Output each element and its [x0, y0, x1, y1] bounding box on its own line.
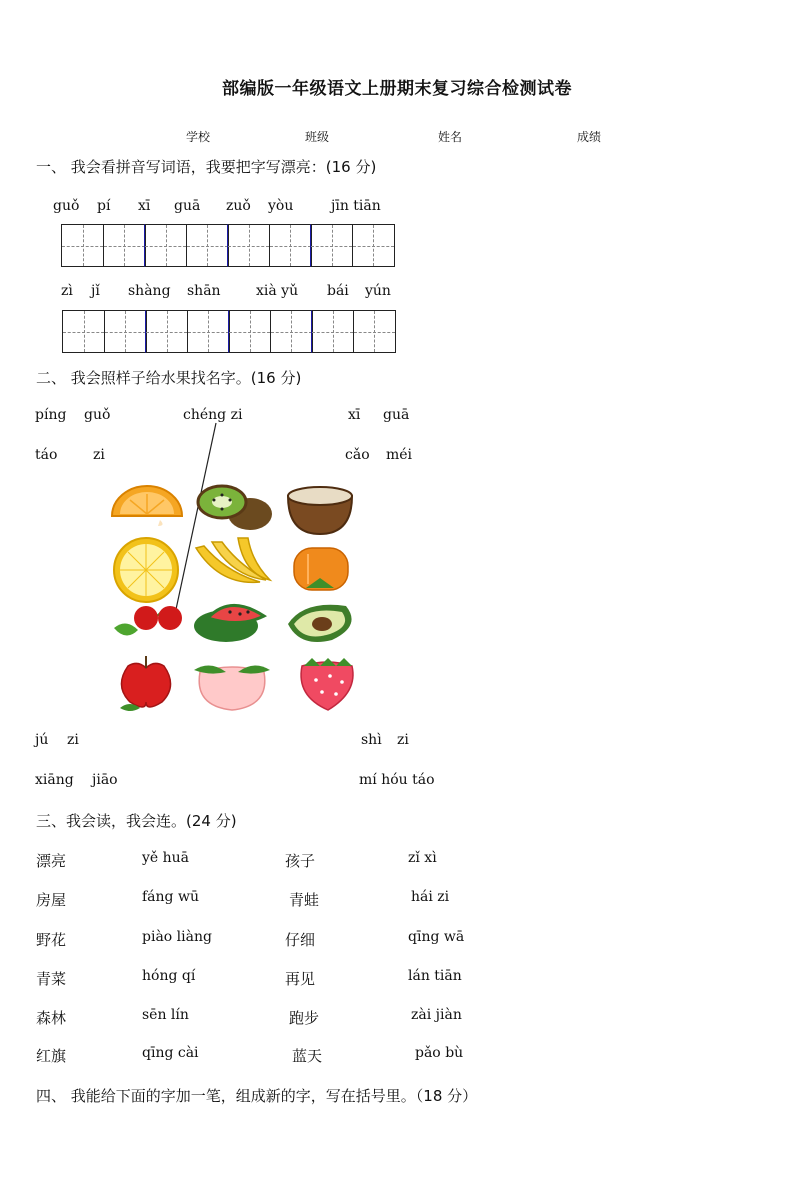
pinyin: shàng: [128, 283, 171, 299]
section4-heading: 四、 我能给下面的字加一笔，组成新的字，写在括号里。（18 分）: [36, 1087, 478, 1105]
word-hanzi: 仔细: [285, 931, 316, 949]
pinyin: cǎo: [345, 447, 370, 463]
banana-icon: [196, 538, 270, 582]
word-pinyin: pǎo bù: [415, 1045, 464, 1061]
pinyin: píng: [35, 407, 67, 423]
pinyin: guā: [383, 407, 410, 423]
word-hanzi: 青菜: [36, 970, 67, 988]
kiwi-icon: [198, 486, 272, 530]
pinyin: jú: [35, 732, 49, 748]
word-hanzi: 漂亮: [36, 852, 67, 870]
pinyin: guā: [174, 198, 201, 214]
word-pinyin: piào liàng: [142, 929, 212, 945]
pinyin: méi: [386, 447, 413, 463]
avocado-icon: [288, 605, 352, 642]
class-label: 班级: [305, 130, 330, 144]
section2-heading: 二、 我会照样子给水果找名字。(16 分): [36, 369, 302, 387]
word-pinyin: sēn lín: [142, 1007, 189, 1023]
pinyin: jiāo: [92, 772, 118, 788]
pinyin: xiāng: [35, 772, 74, 788]
word-hanzi: 青蛙: [289, 891, 320, 909]
section3-heading: 三、我会读，我会连。(24 分): [36, 812, 237, 830]
pinyin: pí: [97, 198, 111, 214]
pinyin: chéng zi: [183, 407, 243, 423]
word-pinyin: yě huā: [142, 850, 190, 866]
word-hanzi: 孩子: [285, 852, 316, 870]
page-title: 部编版一年级语文上册期末复习综合检测试卷: [222, 79, 572, 99]
pinyin: xī: [138, 198, 151, 214]
pinyin: bái: [327, 283, 349, 299]
word-hanzi: 房屋: [36, 891, 67, 909]
word-pinyin: zǐ xì: [408, 850, 437, 866]
word-hanzi: 红旗: [36, 1047, 67, 1065]
word-pinyin: qīng cài: [142, 1045, 199, 1061]
pinyin: zi: [93, 447, 105, 463]
pinyin: mí hóu táo: [359, 772, 435, 788]
pinyin: zuǒ: [226, 198, 251, 214]
persimmon-icon: [294, 548, 348, 590]
coconut-icon: [288, 487, 352, 534]
word-hanzi: 再见: [285, 970, 316, 988]
fruit-illustrations: [100, 476, 370, 716]
word-hanzi: 跑步: [289, 1009, 320, 1027]
section1-heading: 一、 我会看拼音写词语，我要把字写漂亮：(16 分): [36, 158, 377, 176]
pinyin: táo: [35, 447, 58, 463]
pinyin: yòu: [268, 198, 294, 214]
word-pinyin: lán tiān: [408, 968, 462, 984]
apple-icon: [120, 656, 171, 711]
pinyin: guǒ: [53, 198, 80, 214]
pinyin: zi: [67, 732, 79, 748]
watermelon-icon: [194, 605, 264, 642]
word-hanzi: 森林: [36, 1009, 67, 1027]
pinyin: yún: [365, 283, 391, 299]
pinyin: xī: [348, 407, 361, 423]
word-pinyin: fáng wū: [142, 889, 199, 905]
orange-icon: [112, 486, 182, 526]
word-pinyin: zài jiàn: [411, 1007, 462, 1023]
pinyin: zì: [61, 283, 73, 299]
pinyin: zi: [397, 732, 409, 748]
pinyin: jīn tiān: [331, 198, 381, 214]
peach-icon: [194, 665, 270, 710]
name-label: 姓名: [438, 130, 463, 144]
word-pinyin: hái zi: [411, 889, 450, 905]
lemon-icon: [114, 538, 178, 602]
score-label: 成绩: [577, 130, 602, 144]
pinyin: guǒ: [84, 407, 111, 423]
pinyin: jǐ: [91, 283, 100, 299]
pinyin: xià yǔ: [256, 283, 299, 299]
school-label: 学校: [186, 130, 211, 144]
word-pinyin: qīng wā: [408, 929, 465, 945]
pinyin: shì: [361, 732, 382, 748]
word-hanzi: 蓝天: [292, 1047, 323, 1065]
word-hanzi: 野花: [36, 931, 67, 949]
cherry-icon: [114, 606, 182, 636]
pinyin: shān: [187, 283, 221, 299]
word-pinyin: hóng qí: [142, 968, 196, 984]
strawberry-icon: [301, 658, 353, 710]
